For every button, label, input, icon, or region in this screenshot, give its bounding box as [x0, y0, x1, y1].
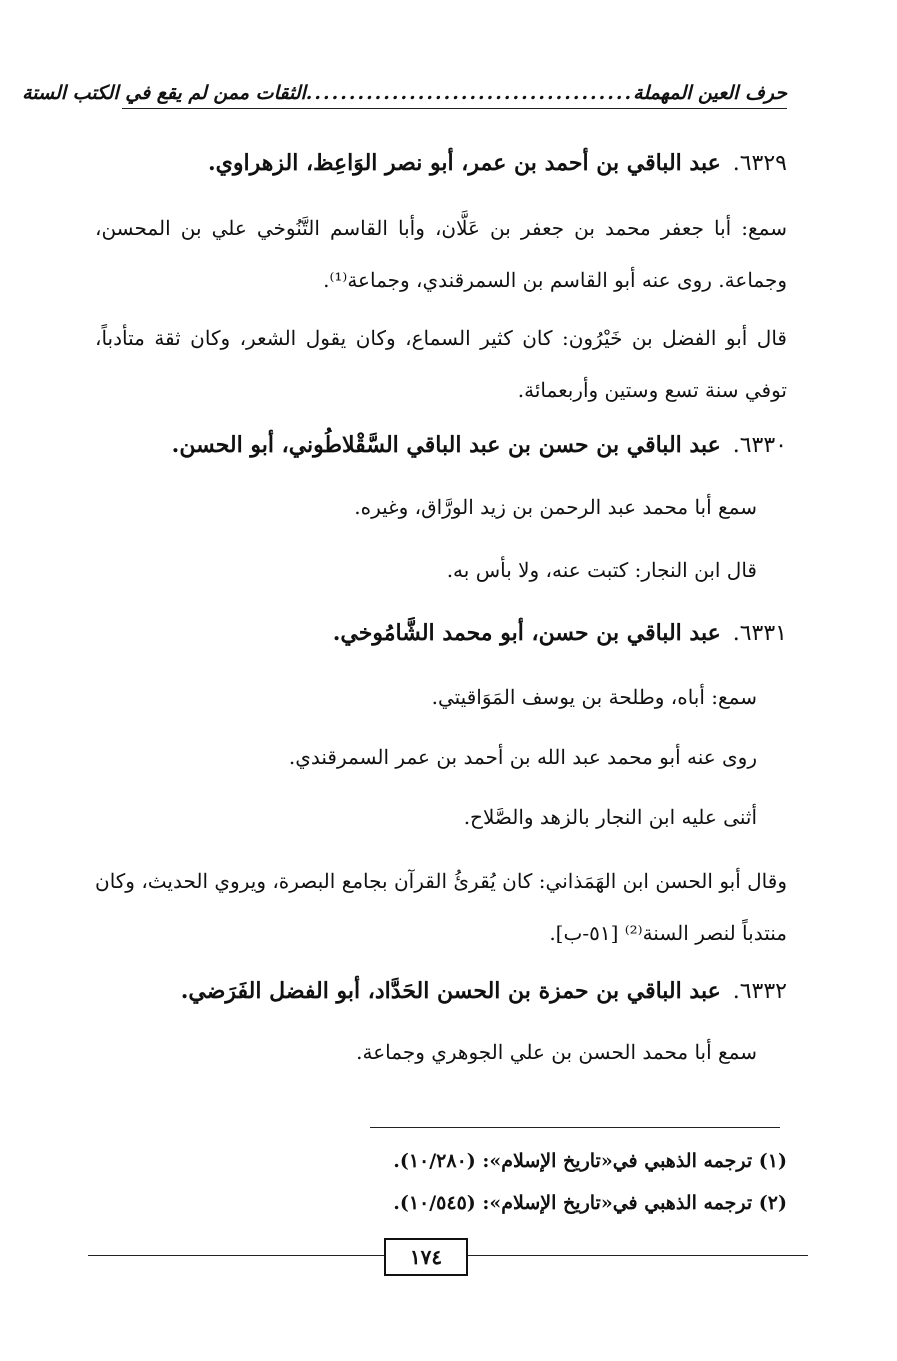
text-line: سمع أبا محمد الحسن بن علي الجوهري وجماعة. [356, 1040, 757, 1064]
running-header [22, 82, 787, 109]
entry-title-6332 [181, 978, 787, 1004]
entry-title-6331 [333, 620, 787, 646]
entry-title-6330 [172, 432, 787, 458]
entry-name: عبد الباقي بن حمزة بن الحسن الحَدَّاد، أبو الفضل الفَرَضي. [180, 978, 721, 1004]
paragraph: وقال أبو الحسن ابن الهَمَذاني: كان يُقرئُ القرآن بجامع البصرة، ويروي الحديث، وكان منتدباً لنصر السنة⁽²⁾ [٥١-ب]. [95, 869, 787, 945]
text-line: سمع أبا محمد عبد الرحمن بن زيد الورَّاق، وغيره. [354, 495, 757, 519]
entry-number: ٦٣٣٢. [732, 979, 787, 1004]
paragraph: سمع: أبا جعفر محمد بن جعفر بن عَلَّان، وأبا القاسم التَّنُوخي علي بن المحسن، وجماعة. روى عنه أبو القاسم بن السمرقندي، وجماعة⁽¹⁾. [95, 216, 787, 292]
entry-name: عبد الباقي بن حسن بن عبد الباقي السَّقْلاطُوني، أبو الحسن. [171, 432, 721, 458]
footnote-separator [370, 1127, 780, 1128]
text-line: روى عنه أبو محمد عبد الله بن أحمد بن عمر السمرقندي. [288, 745, 757, 769]
footnote-1: (١) ترجمه الذهبي في«تاريخ الإسلام»: (١٠/٢٨٠). [393, 1150, 787, 1172]
entry-title-6329 [208, 150, 787, 176]
footnote-2: (٢) ترجمه الذهبي في«تاريخ الإسلام»: (١٠/٥٤٥). [393, 1192, 787, 1214]
header-dots: ...................................... [305, 82, 634, 104]
text-line: سمع: أباه، وطلحة بن يوسف المَوَاقيتي. [431, 685, 757, 709]
entry-name: عبد الباقي بن أحمد بن عمر، أبو نصر الوَاعِظ، الزهراوي. [208, 150, 721, 176]
text-line: أثنى عليه ابن النجار بالزهد والصَّلاح. [463, 805, 757, 829]
entry-number: ٦٣٢٩. [732, 151, 787, 176]
entry-name: عبد الباقي بن حسن، أبو محمد الشَّامُوخي. [332, 620, 721, 646]
entry-number: ٦٣٣١. [732, 621, 787, 646]
entry-number: ٦٣٣٠. [732, 433, 787, 458]
text-line: قال ابن النجار: كتبت عنه، ولا بأس به. [446, 558, 757, 582]
page-number: ١٧٤ [384, 1238, 468, 1276]
paragraph: قال أبو الفضل بن خَيْرُون: كان كثير السماع، وكان يقول الشعر، وكان ثقة متأدباً، توفي سنة تسع وستين وأربعمائة. [95, 326, 787, 402]
header-chapter: حرف العين المهملة [633, 82, 787, 104]
header-book-title: الثقات ممن لم يقع في الكتب الستة [22, 82, 306, 104]
